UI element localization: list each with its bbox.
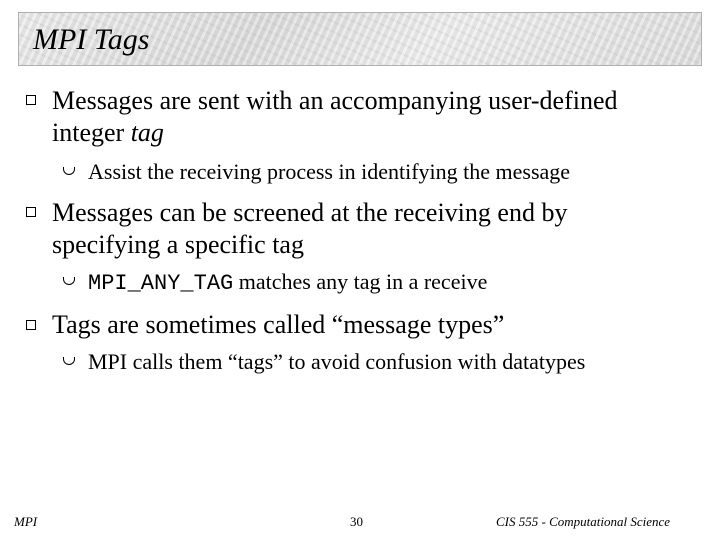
footer-left: MPI <box>14 514 38 529</box>
square-bullet-icon <box>26 207 36 217</box>
page-number: 30 <box>350 514 363 529</box>
sub-bullet-2-text: matches any tag in a receive <box>233 269 488 294</box>
bullet-1-line-2-text: integer <box>52 118 131 147</box>
square-bullet-icon <box>26 320 36 330</box>
bullet-2-line-1: Messages can be screened at the receiving end by <box>52 198 568 227</box>
bullet-1-tag-word: tag <box>130 118 164 147</box>
square-bullet-icon <box>26 95 36 105</box>
bullet-1-line-1: Messages are sent with an accompanying user-defined <box>52 86 618 115</box>
slide-title: MPI Tags <box>33 23 150 56</box>
sub-bullet-1: Assist the receiving process in identifying the message <box>88 159 571 184</box>
sub-bullet-icon <box>63 357 75 365</box>
mpi-any-tag-code: MPI_ANY_TAG <box>88 271 234 296</box>
title-bar <box>18 12 702 66</box>
sub-bullet-3: MPI calls them “tags” to avoid confusion with datatypes <box>88 349 586 374</box>
bullet-1-line-2 <box>52 117 164 149</box>
sub-bullet-2 <box>88 269 487 297</box>
sub-bullet-icon <box>63 277 75 285</box>
sub-bullet-icon <box>63 167 75 175</box>
bullet-3-line-1: Tags are sometimes called “message types” <box>52 310 505 339</box>
footer-right: CIS 555 - Computational Science <box>496 514 671 529</box>
bullet-2-line-2: specifying a specific tag <box>52 230 304 259</box>
